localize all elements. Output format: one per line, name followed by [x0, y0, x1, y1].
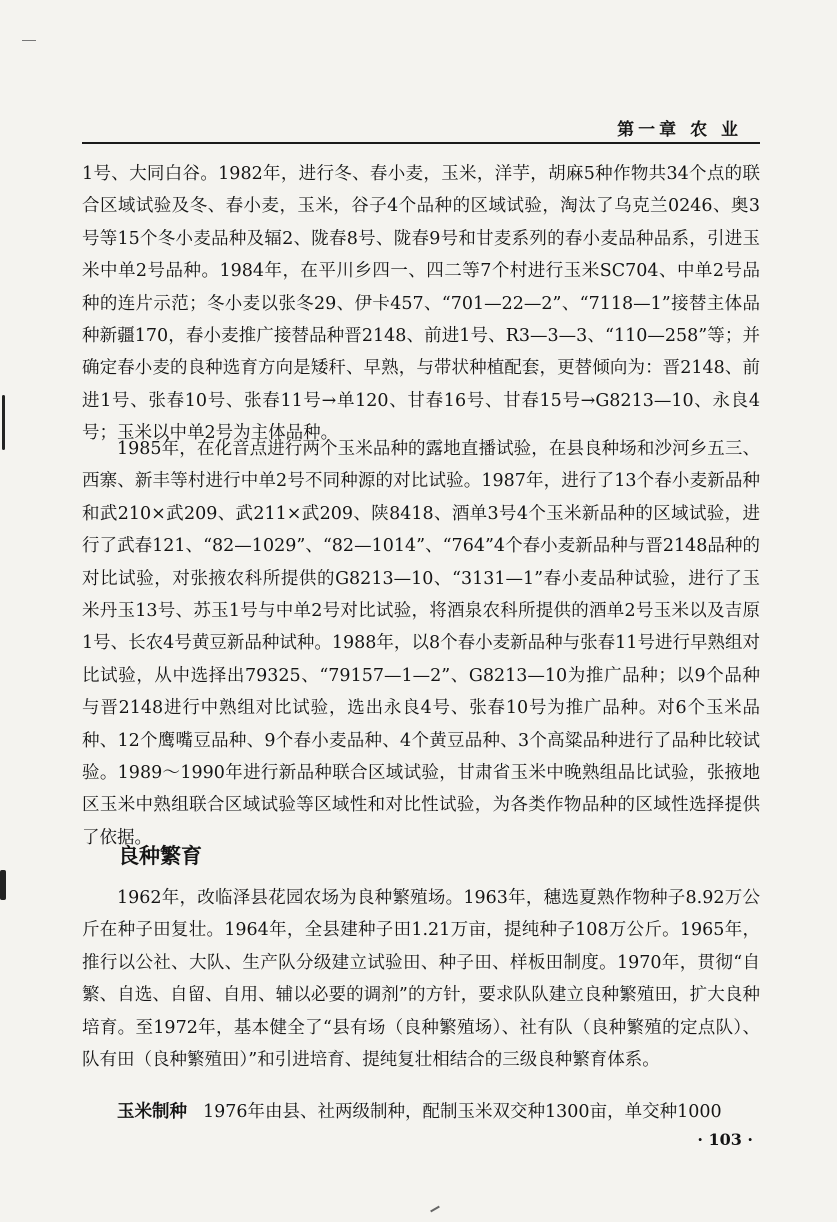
corn-seed-term: 玉米制种 — [117, 1102, 187, 1122]
paragraph-continuation: 1号、大同白谷。1982年，进行冬、春小麦，玉米，洋芋，胡麻5种作物共34个点的联合区域试验及冬、春小麦，玉米，谷子4个品种的区域试验，淘汰了乌克兰0246、奥3号等15个冬小麦品种及辐2、陇春8号、陇春9号和甘麦系列的春小麦品种品系，引进玉米中单2号品种。1984年，在平川乡四一、四二等7个村进行玉米SC704、中单2号品种的连片示范；冬小麦以张冬29、伊卡457、“701—22—2”、“7118—1”接替主体品种新疆170，春小麦推广接替品种晋2148、前进1号、R3—3—3、“110—258”等；并确定春小麦的良种选育方向是矮秆、早熟，与带状种植配套，更替倾向为：晋2148、前进1号、张春10号、张春11号→单120、甘春16号、甘春15号→G8213—10、永良4号；玉米以中单2号为主体品种。 — [82, 164, 760, 444]
paragraph-1985-trials: 1985年，在化音点进行两个玉米品种的露地直播试验，在县良种场和沙河乡五三、西寨、新丰等村进行中单2号不同种源的对比试验。1987年，进行了13个春小麦新品种和武210×武209、武211×武209、陕8418、酒单3号4个玉米新品种的区域试验，进行了武春121、“82—1029”、“82—1014”、“764”4个春小麦新品种与晋2148品种的对比试验，对张掖农科所提供的G8213—10、“3131—1”春小麦品种试验，进行了玉米丹玉13号、苏玉1号与中单2号对比试验，将酒泉农科所提供的酒单2号玉米以及吉原1号、长农4号黄豆新品种试种。1988年，以8个春小麦新品种与张春11号进行早熟组对比试验，从中选择出79325、“79157—1—2”、G8213—10为推广品种；以9个品种与晋2148进行中熟组对比试验，选出永良4号、张春10号为推广品种。对6个玉米品种、12个鹰嘴豆品种、9个春小麦品种、4个黄豆品种、3个高粱品种进行了品种比较试验。1989～1990年进行新品种联合区域试验，甘肃省玉米中晚熟组品比试验，张掖地区玉米中熟组联合区域试验等区域性和对比性试验，为各类作物品种的区域性选择提供了依据。 — [82, 439, 760, 848]
paragraph-corn-seed — [82, 1096, 760, 1128]
scan-artifact — [430, 1206, 440, 1213]
scan-artifact — [2, 395, 5, 450]
page-number: · 103 · — [697, 1130, 753, 1149]
running-header — [82, 112, 760, 144]
paragraph-seed-breeding: 1962年，改临泽县花园农场为良种繁殖场。1963年，穗选夏熟作物种子8.92万公斤在种子田复壮。1964年，全县建种子田1.21万亩，提纯种子108万公斤。1965年，推行以公社、大队、生产队分级建立试验田、种子田、样板田制度。1970年，贯彻“自繁、自选、自留、自用、辅以必要的调剂”的方针，要求队队建立良种繁殖田，扩大良种培育。至1972年，基本健全了“县有场（良种繁殖场）、社有队（良种繁殖的定点队）、队有田（良种繁殖田）”和引进培育、提纯复壮相结合的三级良种繁育体系。 — [82, 888, 760, 1071]
scan-artifact — [22, 40, 36, 41]
corn-seed-text: 1976年由县、社两级制种，配制玉米双交种1300亩，单交种1000 — [203, 1102, 722, 1122]
section-heading: 良种繁育 — [118, 844, 202, 868]
scan-artifact — [0, 870, 6, 900]
chapter-title: 第一章 农 业 — [617, 120, 742, 140]
